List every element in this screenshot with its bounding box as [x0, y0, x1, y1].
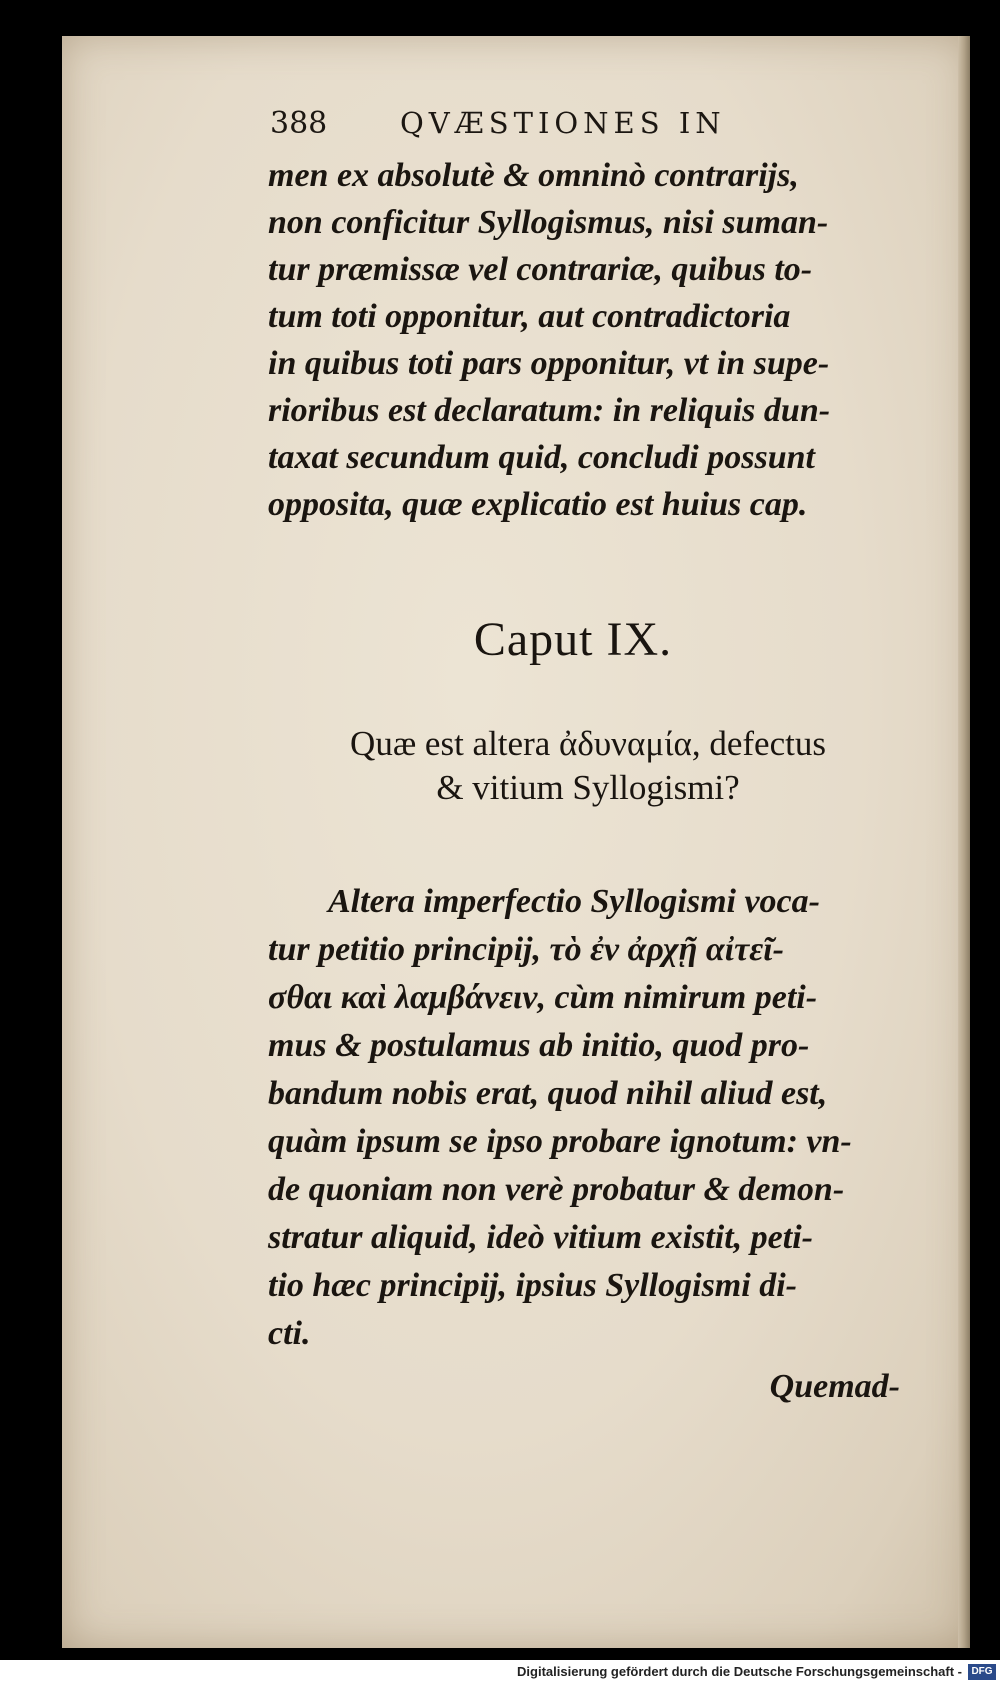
paragraph-continued	[268, 152, 878, 528]
text-line: stratur aliquid, ideò vitium existit, peti-	[268, 1219, 813, 1256]
text-line: in quibus toti pars opponitur, vt in supe-	[268, 345, 830, 382]
text-line: de quoniam non verè probatur & demon-	[268, 1171, 845, 1208]
catchword: Quemad-	[769, 1368, 900, 1405]
text-line: tur præmissæ vel contrariæ, quibus to-	[268, 251, 813, 288]
text-line: men ex absolutè & omninò contrarijs,	[268, 157, 799, 194]
text-line: Altera imperfectio Syllogismi voca-	[328, 883, 820, 920]
text-line: cti.	[268, 1315, 311, 1352]
question-heading	[268, 722, 908, 810]
text-line: mus & postulamus ab initio, quod pro-	[268, 1027, 810, 1064]
text-line: bandum nobis erat, quod nihil aliud est,	[268, 1075, 828, 1112]
text-line: quàm ipsum se ipso probare ignotum: vn-	[268, 1123, 852, 1160]
text-line: tur petitio principij, τὸ ἐν ἀρχῇ αἰτεῖ-	[268, 931, 784, 968]
funding-credit: Digitalisierung gefördert durch die Deutsche Forschungsgemeinschaft -	[517, 1664, 962, 1679]
text-line: rioribus est declaratum: in reliquis dun-	[268, 392, 831, 429]
text-line: tum toti opponitur, aut contradictoria	[268, 298, 791, 335]
question-line: Quæ est altera ἀδυναμία, defectus	[350, 724, 826, 763]
text-line: tio hæc principij, ipsius Syllogismi di-	[268, 1267, 797, 1304]
chapter-heading: Caput IX.	[473, 613, 673, 666]
page-number: 388	[270, 106, 328, 141]
running-title: QVÆSTIONES IN	[400, 106, 726, 140]
running-head	[270, 106, 830, 156]
text-line: opposita, quæ explicatio est huius cap.	[268, 486, 808, 523]
dfg-logo: DFG	[968, 1664, 996, 1680]
page-edge	[958, 36, 970, 1648]
question-line: & vitium Syllogismi?	[436, 768, 740, 807]
text-line: σθαι καὶ λαμβάνειν, cùm nimirum peti-	[268, 979, 818, 1016]
text-line: non conficitur Syllogismus, nisi suman-	[268, 204, 829, 241]
text-line: taxat secundum quid, concludi possunt	[268, 439, 815, 476]
answer-paragraph	[268, 878, 888, 1358]
digitization-footer	[0, 1660, 1000, 1685]
